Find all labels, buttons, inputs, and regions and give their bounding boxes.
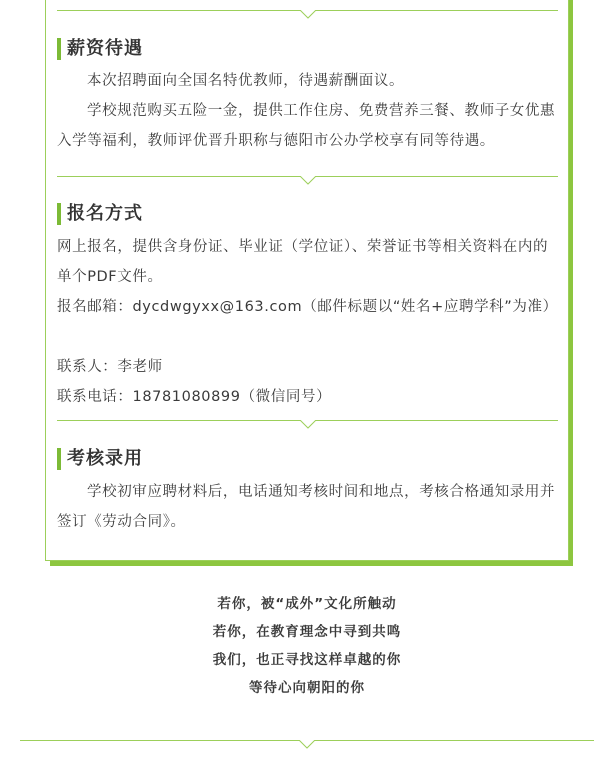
signup-phone[interactable]: 联系电话：18781080899（微信同号）	[57, 389, 332, 405]
section-title-signup: 报名方式	[57, 203, 143, 225]
slogan-line-1: 若你，被“成外”文化所触动	[217, 596, 397, 612]
salary-paragraph-2: 学校规范购买五险一金，提供工作住房、免费营养三餐、教师子女优惠入学等福利，教师评优晋升职称与德阳市公办学校享有同等待遇。	[57, 103, 556, 149]
divider-1	[57, 176, 558, 188]
slogan-line-3: 我们，也正寻找这样卓越的你	[212, 652, 402, 668]
slogan-line-4: 等待心向朝阳的你	[249, 680, 365, 696]
assessment-paragraph-1: 学校初审应聘材料后，电话通知考核时间和地点，考核合格通知录用并签订《劳动合同》。	[57, 484, 556, 530]
salary-paragraph-1: 本次招聘面向全国名特优教师，待遇薪酬面议。	[87, 73, 405, 89]
divider-bottom	[20, 740, 594, 752]
chevron-down-icon	[299, 740, 315, 750]
chevron-down-icon	[300, 176, 316, 186]
divider-2	[57, 420, 558, 432]
divider-top	[57, 10, 558, 22]
signup-paragraph-1: 网上报名，提供含身份证、毕业证（学位证）、荣誉证书等相关资料在内的单个PDF文件。	[57, 239, 549, 285]
section-title-salary: 薪资待遇	[57, 38, 143, 60]
signup-email[interactable]: 报名邮箱：dycdwgyxx@163.com（邮件标题以“姓名+应聘学科”为准）	[57, 299, 558, 315]
section-title-assessment: 考核录用	[57, 448, 143, 470]
slogan-line-2: 若你，在教育理念中寻到共鸣	[212, 624, 402, 640]
chevron-down-icon	[300, 10, 316, 20]
chevron-down-icon	[300, 420, 316, 430]
signup-contact-person: 联系人：李老师	[57, 359, 163, 375]
